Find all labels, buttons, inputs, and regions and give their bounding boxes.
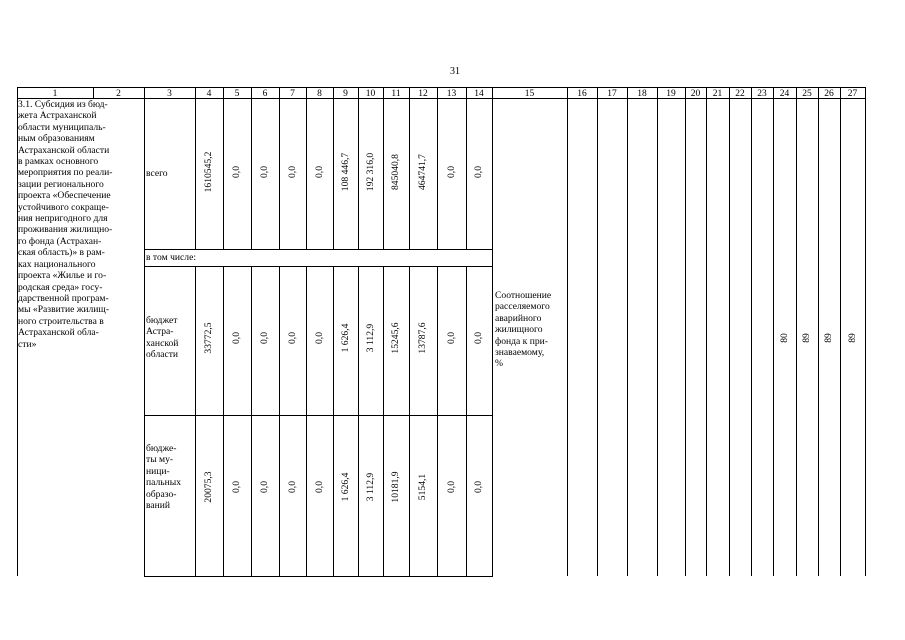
column-number-17: 17	[607, 89, 617, 99]
grid-line-v	[223, 87, 224, 249]
column-number-15: 15	[524, 89, 535, 99]
value-text: 108 446,7	[339, 152, 351, 192]
row-description: 3.1. Субсидия из бюд- жета Астраханской области муниципаль- ным образованиям Астраханской области в рамках основного мероприятия по реали- зации регионального проекта «Обеспечение устойчивого сокраще- ния непригодного для проживания жилищно- го фонда (Астрахан- ская область)» в рам- ках национального проекта «Жилье и го- родская среда» госу- дарственной програм- мы «Развитие жилищ- ного строительства в Астраханской обла- сти»	[18, 99, 113, 350]
grid-line-v	[706, 87, 707, 576]
column-number-7: 7	[290, 89, 295, 99]
value-text: 13787,6	[417, 322, 428, 354]
column-number-9: 9	[343, 89, 348, 99]
value-text: 0,0	[231, 481, 242, 493]
value-text: 33772,5	[203, 322, 214, 354]
sub-row-label-municipal-budget: бюдже- ты му- ници- пальных образо- ваний	[146, 443, 182, 512]
indicator-value-text: 89	[823, 333, 834, 343]
grid-line-h	[144, 249, 493, 250]
column-number-13: 13	[446, 89, 457, 99]
grid-line-v	[306, 87, 307, 249]
value-text: 1 626,4	[339, 323, 351, 353]
value-text: 1 626,4	[339, 472, 351, 502]
value-text: 0,0	[313, 332, 325, 344]
column-number-5: 5	[234, 89, 240, 99]
including-label: в том числе:	[146, 252, 197, 263]
value-text: 15245,6	[390, 322, 401, 354]
value-text: 0,0	[445, 166, 457, 178]
value-text: 0,0	[286, 332, 298, 344]
grid-line-v	[358, 87, 359, 249]
column-number-1: 1	[52, 89, 58, 99]
value-text: 0,0	[259, 481, 270, 493]
sub-row-label-regional-budget: бюджет Астра- ханской области	[146, 315, 179, 361]
value-text: 0,0	[445, 481, 457, 493]
page-number: 31	[450, 66, 460, 77]
grid-line-v	[466, 266, 467, 576]
grid-line-v	[358, 266, 359, 576]
column-number-20: 20	[690, 89, 701, 99]
grid-line-v	[223, 266, 224, 576]
value-text: 0,0	[473, 481, 484, 493]
grid-line-v	[279, 266, 280, 576]
grid-line-v	[383, 266, 384, 576]
column-number-6: 6	[262, 89, 268, 99]
column-number-26: 26	[824, 89, 834, 99]
column-number-10: 10	[365, 89, 376, 99]
value-text: 0,0	[231, 166, 242, 178]
indicator-value-text: 80	[778, 333, 790, 343]
grid-line-v	[383, 87, 384, 249]
column-number-18: 18	[637, 89, 647, 99]
value-text: 3 112,9	[364, 472, 376, 502]
grid-line-v	[437, 266, 438, 576]
value-text: 0,0	[313, 481, 325, 493]
value-text: 0,0	[473, 332, 484, 344]
grid-line-v	[333, 87, 334, 249]
column-number-3: 3	[167, 89, 172, 99]
grid-line-h	[144, 415, 493, 416]
grid-line-v	[492, 87, 493, 576]
grid-line-v	[437, 87, 438, 249]
value-text: 10181,9	[390, 471, 401, 503]
grid-line-v	[279, 87, 280, 249]
grid-line-h	[144, 266, 493, 267]
column-number-12: 12	[418, 89, 428, 99]
grid-line-v	[251, 266, 252, 576]
grid-line-v	[627, 87, 628, 576]
column-number-21: 21	[712, 89, 723, 99]
grid-line-h	[144, 576, 493, 577]
column-number-16: 16	[577, 89, 587, 99]
value-text: 20075,3	[203, 471, 214, 503]
value-text: 0,0	[286, 481, 298, 493]
column-number-4: 4	[206, 89, 212, 99]
column-number-19: 19	[666, 89, 676, 99]
value-text: 0,0	[231, 332, 242, 344]
grid-line-v	[466, 87, 467, 249]
value-text: 0,0	[259, 166, 270, 178]
column-number-23: 23	[757, 89, 767, 99]
column-number-25: 25	[802, 89, 812, 99]
grid-line-v	[409, 87, 410, 249]
value-text: 845040,8	[390, 154, 401, 190]
grid-line-v	[840, 87, 841, 576]
grid-line-v	[195, 87, 196, 249]
column-number-27: 27	[847, 89, 858, 99]
grid-line-v	[796, 87, 797, 576]
column-number-14: 14	[474, 89, 484, 99]
grid-line-v	[865, 87, 866, 576]
column-number-24: 24	[779, 89, 790, 99]
grid-line-v	[751, 87, 752, 576]
value-text: 5154,1	[417, 473, 428, 501]
grid-line-v	[567, 87, 568, 576]
grid-line-v	[333, 266, 334, 576]
indicator-text: Соотношение расселяемого аварийного жилищного фонда к при- знаваемому, %	[495, 290, 552, 370]
grid-line-v	[657, 87, 658, 576]
value-text: 1610545,2	[203, 151, 214, 193]
sub-row-label-total: всего	[146, 168, 168, 179]
indicator-value-text: 89	[846, 333, 858, 343]
grid-line-v	[597, 87, 598, 576]
grid-line-v	[729, 87, 730, 576]
value-text: 0,0	[473, 166, 484, 178]
column-number-2: 2	[116, 89, 121, 99]
grid-line-v	[306, 266, 307, 576]
grid-line-v	[144, 87, 145, 576]
grid-line-v	[685, 87, 686, 576]
column-number-11: 11	[391, 89, 401, 99]
value-text: 0,0	[286, 166, 298, 178]
value-text: 0,0	[259, 332, 270, 344]
grid-line-v	[818, 87, 819, 576]
value-text: 3 112,9	[364, 323, 376, 353]
column-number-8: 8	[317, 89, 322, 99]
value-text: 464741,7	[417, 154, 428, 190]
grid-line-v	[251, 87, 252, 249]
grid-line-v	[773, 87, 774, 576]
value-text: 0,0	[445, 332, 457, 344]
column-number-22: 22	[735, 89, 745, 99]
indicator-value-text: 89	[801, 333, 812, 343]
value-text: 192 316,0	[364, 152, 376, 192]
grid-line-v	[195, 266, 196, 576]
grid-line-v	[409, 266, 410, 576]
value-text: 0,0	[313, 166, 325, 178]
